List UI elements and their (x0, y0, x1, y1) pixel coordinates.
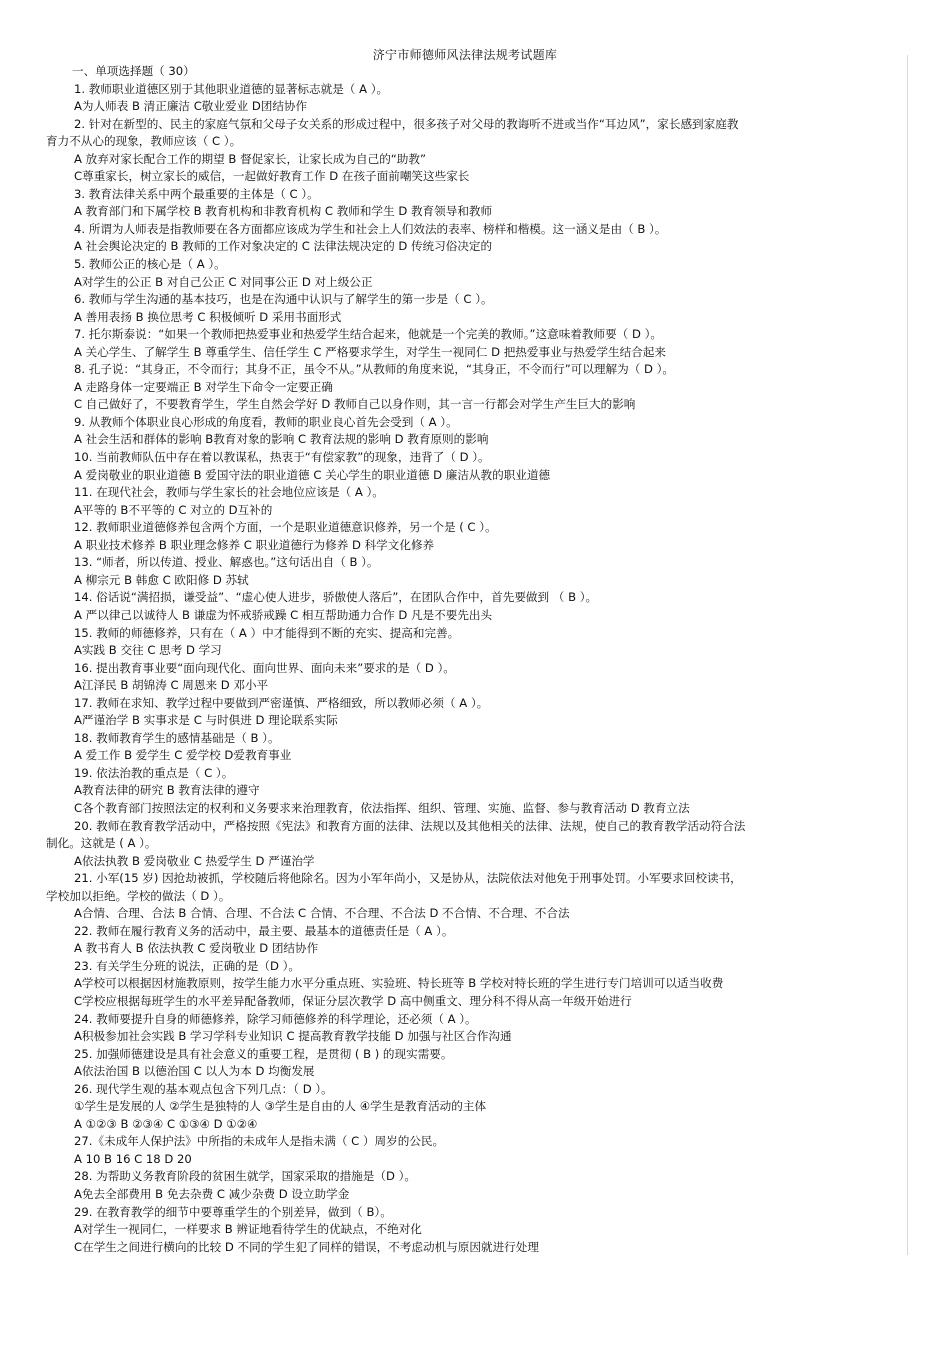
text-line: 24. 教师要提升自身的师德修养，除学习师德修养的科学理论，还必须（ A ）。 (74, 1011, 477, 1026)
text-line: 6. 教师与学生沟通的基本技巧，也是在沟通中认识与了解学生的第一步是（ C ）。 (74, 292, 493, 307)
text-line: 18. 教师教育学生的感情基础是（ B ）。 (74, 730, 280, 745)
text-line: A 教书育人 B 依法执教 C 爱岗敬业 D 团结协作 (74, 941, 319, 956)
text-line: A 爱岗敬业的职业道德 B 爱国守法的职业道德 C 关心学生的职业道德 D 廉洁从教的职业道德 (74, 467, 551, 482)
text-line: A 教育部门和下属学校 B 教育机构和非教育机构 C 教师和学生 D 教育领导和教师 (74, 204, 493, 219)
text-line: 14. 俗话说“满招损，谦受益”、“虚心使人进步，骄傲使人落后”，在团队合作中，首先要做到 （ B ）。 (74, 590, 598, 605)
text-line: A积极参加社会实践 B 学习学科专业知识 C 提高教育教学技能 D 加强与社区合作沟通 (74, 1029, 512, 1044)
text-line: 23. 有关学生分班的说法，正确的是（D ）。 (74, 958, 301, 973)
text-line: A合情、合理、合法 B 合情、合理、不合法 C 合情、不合理、不合法 D 不合情、不合理、不合法 (74, 906, 570, 921)
text-line: A学校可以根据因材施教原则，按学生能力水平分重点班、实验班、特长班等 B 学校对特长班的学生进行专门培训可以适当收费 (74, 976, 724, 991)
text-line: A 10 B 16 C 18 D 20 (74, 1151, 192, 1166)
text-line: 27.《未成年人保护法》中所指的未成年人是指未满（ C ）周岁的公民。 (74, 1134, 445, 1149)
text-line: A 社会生活和群体的影响 B教育对象的影响 C 教育法规的影响 D 教育原则的影响 (74, 432, 489, 447)
text-line: 28. 为帮助义务教育阶段的贫困生就学，国家采取的措施是（D ）。 (74, 1169, 416, 1184)
text-line: 10. 当前教师队伍中存在着以教谋私，热衷于“有偿家教”的现象，违背了（ D ）。 (74, 450, 490, 465)
text-line: C学校应根据每班学生的水平差异配备教师，保证分层次教学 D 高中侧重文、理分科不得从高一年级开始进行 (74, 993, 632, 1008)
text-line: 5. 教师公正的核心是（ A ）。 (74, 257, 226, 272)
text-line: 7. 托尔斯泰说：“如果一个教师把热爱事业和热爱学生结合起来，他就是一个完美的教师。”这意味着教师要（ D ）。 (74, 327, 662, 342)
text-line: ①学生是发展的人 ②学生是独特的人 ③学生是自由的人 ④学生是教育活动的主体 (74, 1099, 487, 1114)
text-line: A依法治国 B 以德治国 C 以人为本 D 均衡发展 (74, 1064, 315, 1079)
text-line: 9. 从教师个体职业良心形成的角度看，教师的职业良心首先会受到（ A ）。 (74, 414, 458, 429)
text-line: 4. 所谓为人师表是指教师要在各方面都应该成为学生和社会上人们效法的表率、榜样和楷模。这一涵义是由（ B ）。 (74, 221, 667, 236)
text-line: 17. 教师在求知、教学过程中要做到严密谨慎、严格细致，所以教师必须（ A ）。 (74, 695, 489, 710)
text-line: 12. 教师职业道德修养包含两个方面，一个是职业道德意识修养，另一个是 ( C ）。 (74, 520, 497, 535)
text-line: C各个教育部门按照法定的权利和义务要求来治理教育，依法指挥、组织、管理、实施、监督、参与教育活动 D 教育立法 (74, 800, 690, 815)
text-line: A严谨治学 B 实事求是 C 与时俱进 D 理论联系实际 (74, 713, 338, 728)
text-line: A 柳宗元 B 韩愈 C 欧阳修 D 苏轼 (74, 572, 249, 587)
text-line: A为人师表 B 清正廉洁 C敬业爱业 D团结协作 (74, 99, 308, 114)
text-line: 制化。这就是 ( A ）。 (46, 836, 157, 851)
text-line: A 社会舆论决定的 B 教师的工作对象决定的 C 法律法规决定的 D 传统习俗决定的 (74, 239, 493, 254)
text-line: 2. 针对在新型的、民主的家庭气氛和父母子女关系的形成过程中，很多孩子对父母的教诲听不进或当作“耳边风”，家长感到家庭教 (74, 116, 739, 131)
text-line: 20. 教师在教育教学活动中，严格按照《宪法》和教育方面的法律、法规以及其他相关的法律、法规，使自己的教育教学活动符合法 (74, 818, 746, 833)
text-line: A实践 B 交往 C 思考 D 学习 (74, 643, 222, 658)
text-line: A ①②③ B ②③④ C ①③④ D ①②④ (74, 1116, 258, 1131)
text-line: A 爱工作 B 爱学生 C 爱学校 D爱教育事业 (74, 748, 292, 763)
text-line: 8. 孔子说：“其身正，不令而行；其身不正，虽令不从。”从教师的角度来说，“其身正，不令而行”可以理解为（ D ）。 (74, 362, 674, 377)
text-line: 3. 教育法律关系中两个最重要的主体是（ C ）。 (74, 186, 319, 201)
text-line: A 放弃对家长配合工作的期望 B 督促家长，让家长成为自己的“助教” (74, 151, 426, 166)
text-line: A江泽民 B 胡锦涛 C 周恩来 D 邓小平 (74, 678, 269, 693)
text-line: A教育法律的研究 B 教育法律的遵守 (74, 783, 260, 798)
text-line: A 关心学生、了解学生 B 尊重学生、信任学生 C 严格要求学生，对学生一视同仁 D 把热爱事业与热爱学生结合起来 (74, 344, 667, 359)
text-line: A 职业技术修养 B 职业理念修养 C 职业道德行为修养 D 科学文化修养 (74, 537, 435, 552)
text-line: A免去全部费用 B 免去杂费 C 减少杂费 D 设立助学金 (74, 1187, 350, 1201)
text-line: 一、单项选择题（ 30） (72, 64, 195, 78)
text-line: 1. 教师职业道德区别于其他职业道德的显著标志就是（ A ）。 (74, 81, 389, 96)
page-title: 济宁市师德师风法律法规考试题库 (372, 48, 558, 62)
text-line: C在学生之间进行横向的比较 D 不同的学生犯了同样的错误，不考虑动机与原因就进行处理 (74, 1239, 539, 1254)
text-line: C 自己做好了，不要教育学生，学生自然会学好 D 教师自己以身作则，其一言一行都会对学生产生巨大的影响 (74, 397, 636, 412)
text-line: A平等的 B不平等的 C 对立的 D互补的 (74, 502, 273, 517)
text-line: 育力不从心的现象，教师应该（ C ）。 (46, 134, 242, 149)
text-line: 29. 在教育教学的细节中要尊重学生的个别差异，做到（ B）。 (74, 1204, 392, 1219)
text-line: 11. 在现代社会，教师与学生家长的社会地位应该是（ A ）。 (74, 485, 384, 500)
text-line: 19. 依法治教的重点是（ C ）。 (74, 765, 234, 780)
text-line: A 善用表扬 B 换位思考 C 积极倾听 D 采用书面形式 (74, 309, 342, 324)
text-line: 26. 现代学生观的基本观点包含下列几点：（ D ）。 (74, 1081, 333, 1096)
text-line: A依法执教 B 爱岗敬业 C 热爱学生 D 严谨治学 (74, 853, 315, 868)
text-line: A对学生的公正 B 对自己公正 C 对同事公正 D 对上级公正 (74, 274, 373, 289)
text-line: 15. 教师的师德修养，只有在（ A ）中才能得到不断的充实、提高和完善。 (74, 625, 460, 640)
text-line: 22. 教师在履行教育义务的活动中，最主要、最基本的道德责任是（ A ）。 (74, 923, 454, 938)
text-line: 学校加以拒绝。学校的做法（ D ）。 (46, 888, 231, 903)
text-line: 21. 小军(15 岁) 因抢劫被抓，学校随后将他除名。因为小军年尚小，又是协从，法院依法对他免于刑事处罚。小军要求回校读书， (74, 871, 742, 886)
question-list (46, 63, 906, 1256)
text-line: 25. 加强师德建设是具有社会意义的重要工程，是贯彻 ( B ) 的现实需要。 (74, 1046, 453, 1061)
text-line: 16. 提出教育事业要“面向现代化、面向世界、面向未来”要求的是（ D ）。 (74, 660, 455, 675)
text-line: 13. “师者，所以传道、授业、解惑也。”这句话出自（ B ）。 (74, 555, 379, 570)
text-line: A 走路身体一定要端正 B 对学生下命令一定要正确 (74, 379, 333, 394)
text-line: A 严以律己以诚待人 B 谦虚为怀戒骄戒躁 C 相互帮助通力合作 D 凡是不要先出头 (74, 607, 493, 622)
page-edge-divider (907, 55, 908, 1255)
text-line: A对学生一视同仁，一样要求 B 辨证地看待学生的优缺点，不绝对化 (74, 1222, 422, 1237)
text-line: C尊重家长，树立家长的威信，一起做好教育工作 D 在孩子面前嘲笑这些家长 (74, 169, 470, 184)
